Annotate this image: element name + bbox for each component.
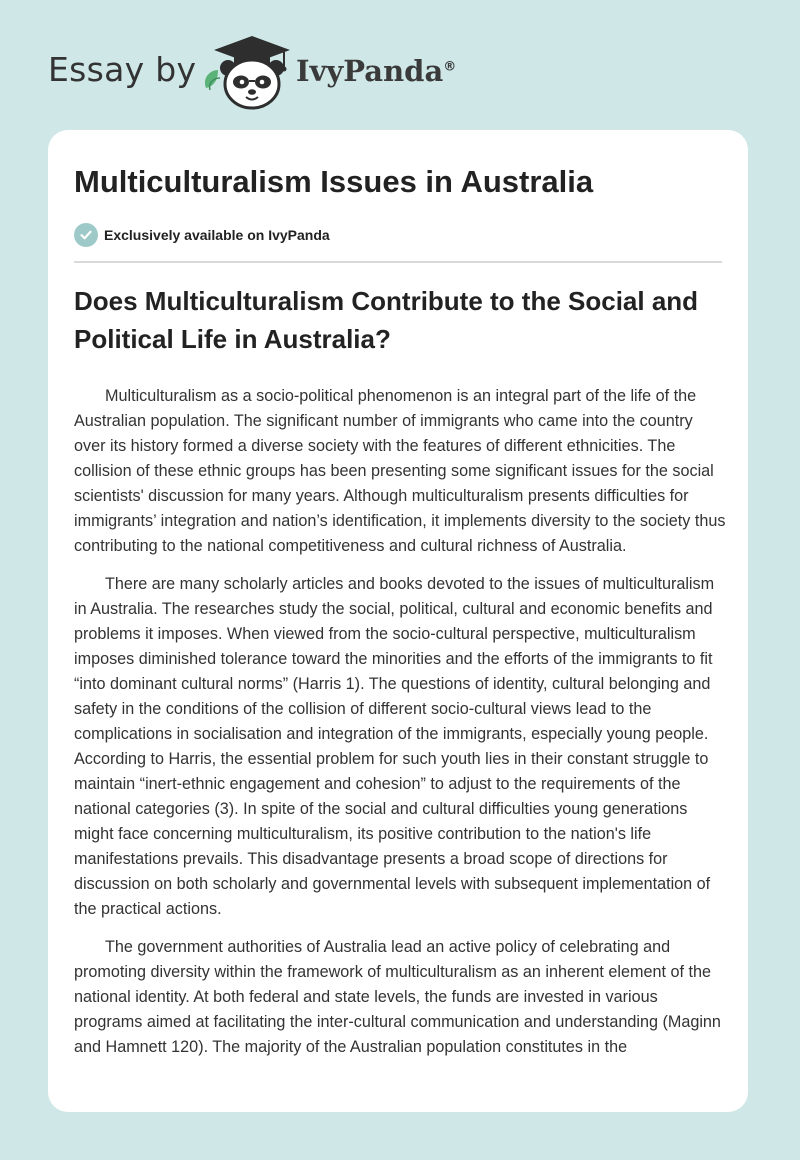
badge-label: Exclusively available on IvyPanda [104,227,330,243]
panda-graduate-icon[interactable] [200,34,295,112]
page-title: Multiculturalism Issues in Australia [74,164,594,199]
check-circle-icon [74,223,98,247]
article-card [48,130,748,1112]
exclusive-badge [74,222,330,248]
divider [74,261,722,263]
paragraph: Multiculturalism as a socio-political phenomenon is an integral part of the life of the Australian population. The significant number of immigrants who came into the country over its history formed a diverse society with the features of different ethnicities. The collision of these ethnic groups has been presenting some significant issues for the social scientists' discussion for many years. Although multiculturalism presents difficulties for immigrants’ integration and nation’s identification, it implements diversity to the society thus contributing to the national competitiveness and cultural richness of Australia. [74,387,726,555]
article-body [74,384,726,1073]
brand-name[interactable]: IvyPanda® [296,54,457,88]
essay-by-label: Essay by [48,50,197,89]
paragraph: The government authorities of Australia lead an active policy of celebrating and promoting diversity within the framework of multiculturalism as an inherent element of the national identity. At both federal and state levels, the funds are invested in various programs aimed at facilitating the inter-cultural communication and understanding (Maginn and Hamnett 120). The majority of the Australian population constitutes in the [74,938,721,1056]
paragraph: There are many scholarly articles and books devoted to the issues of multiculturalism in Australia. The researches study the social, political, cultural and economic benefits and problems it imposes. When viewed from the socio-cultural perspective, multiculturalism imposes diminished tolerance toward the minorities and the efforts of the immigrants to fit “into dominant cultural norms” (Harris 1). The questions of identity, cultural belonging and safety in the conditions of the collision of different socio-cultural views lead to the complications in socialisation and integration of the immigrants, especially young people. According to Harris, the essential problem for such youth lies in their constant struggle to maintain “inert-ethnic engagement and cohesion” to adjust to the requirements of the national categories (3). In spite of the social and cultural difficulties young generations might face concerning multiculturalism, its positive contribution to the nation's life manifestations prevails. This disadvantage presents a broad scope of directions for discussion on both scholarly and governmental levels with subsequent implementation of the practical actions. [74,575,715,918]
site-header [0,0,800,130]
section-heading: Does Multiculturalism Contribute to the Social and Political Life in Australia? [74,286,699,354]
